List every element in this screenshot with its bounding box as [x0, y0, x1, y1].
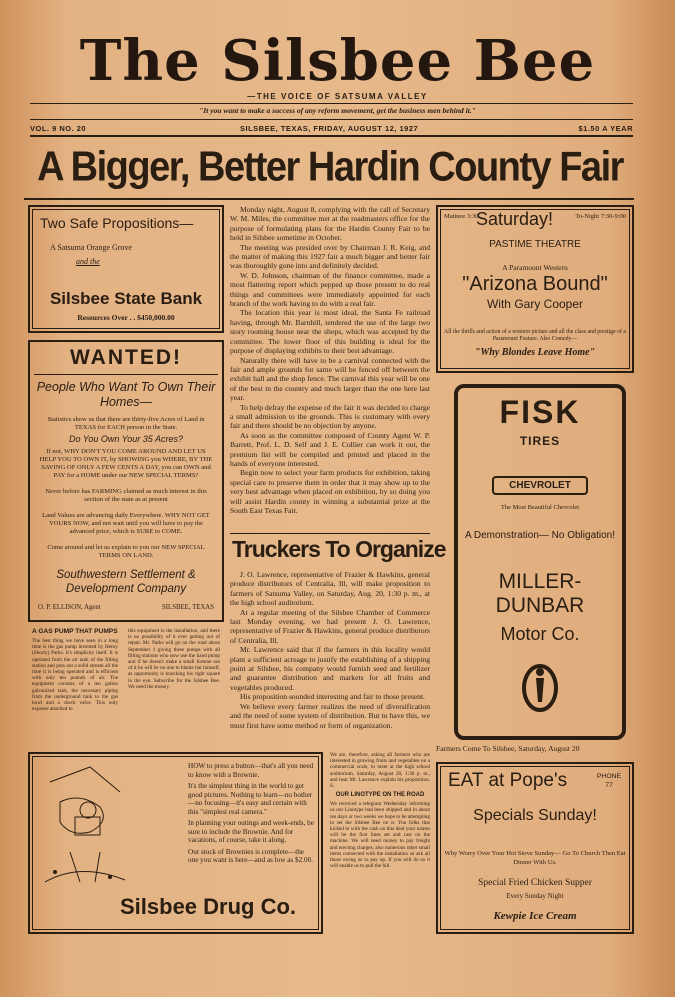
linotype-title: OUR LINOTYPE ON THE ROAD — [335, 792, 425, 799]
fisk-tires-label: TIRES — [519, 434, 561, 448]
drug-ad-text — [188, 762, 314, 865]
linotype-column — [330, 752, 430, 869]
fisk-tires-ad — [454, 384, 626, 740]
movie-star: With Gary Cooper — [486, 297, 584, 311]
drug-store-ad — [28, 752, 323, 934]
divider — [24, 198, 634, 200]
bank-ad-line: A Satsuma Orange Grove — [50, 243, 132, 252]
article-paragraph: The location this year is most ideal, the Santa Fe railroad having, through Mr. Barnhill, tendered the use of the large two story rooming house near the shops, which was accepted by the committee. The lower floor of this building is ideal for the purpose of displaying exhibits to their best advantage. — [230, 308, 430, 356]
gas-pump-text: The best thing we have seen in a long time is the gas pump invented by Henry (Shorty) Parks. It's simplicity itself. It is operated from the air tank of the filling station and puts out a solid stream all the time it is being operated and is efficient with only ten pounds of air. The equipment consists of a ten gallon galvanized tank, the necessary piping from the underground tank to the gas bowl and a check valve. This only expense attached to — [32, 638, 118, 713]
bank-ad-title: Two Safe Propositions— — [40, 215, 194, 231]
bank-resources: Resources Over . . $450,000.00 — [77, 313, 175, 322]
comedy-title: "Why Blondes Leave Home" — [474, 347, 596, 358]
issue-date: SILSBEE, TEXAS, FRIDAY, AUGUST 12, 1927 — [240, 124, 419, 133]
gas-pump-title: A GAS PUMP THAT PUMPS — [32, 628, 118, 635]
linotype-text: We received a telegram Wednesday informing us our Linotype had been shipped and in about ten days or two weeks we hope to be attempting to set the Silsbee Bee on it. You folks that kicked in with the cash on this deal your names will be the first lines set and cast on the machine. We will need money to pay freight and erecting charges, also numerous other small items connected with the installation so ask all those owing us to pay up. If you will do so it will enable us to pull the bill. — [330, 801, 430, 870]
article-paragraph: Mr. Lawrence said that if the farmers in this locality would plant a sufficient acreage to justify the establishing of a shipping point at Silsbee, his company would furnish seed and fertilizer and guarantee distribution and markets for all fruits and vegetables produced. — [230, 645, 430, 692]
article-paragraph: Begin now to select your farm products for exhibition, taking special care to preserve them in order that it may show up to the very best advantage when placed on exhibition, by so doing you will assist Hardin county in winning a substantial prize at the South East Texas Fair. — [230, 468, 430, 515]
wanted-text: Land Values are advancing daily Everywhere. WHY NOT GET YOURS NOW, and not wait until you will have to pay the advanced price, which is SURE to COME. — [42, 512, 210, 535]
article-paragraph: His proposition sounded interesting and fair to those present. — [240, 692, 425, 702]
divider — [30, 119, 633, 120]
linotype-text: We are, therefore, asking all farmers who are interested in growing fruits and vegetables on a commercial scale, to meet at the high school auditorium, Saturday, August 20, 1:30 p. m., and hear Mr. Lawrence explain his proposition. S. — [330, 752, 430, 790]
gas-pump-article — [28, 628, 224, 748]
article-paragraph: Monday night, August 8, complying with the call of Secretary W. M. Miles, the committee met at the roadmasters office for the purpose of formulating plans for the Hardin County Fair to be held in Silsbee sometime in October. — [230, 205, 430, 243]
volume-number: VOL. 9 NO. 20 — [30, 124, 87, 133]
fisk-logo: FISK — [499, 394, 581, 430]
bank-name: Silsbee State Bank — [49, 289, 203, 308]
demonstration-offer: A Demonstration— No Obligation! — [464, 530, 616, 541]
article-paragraph: J. O. Lawrence, representative of Frazier & Hawkins, general produce distributors of Centralia, Ill, will make proposition to farmers of Satsuma Valley, on Saturday, Aug. 20, 1:30 p. m., at the high school auditorium. — [230, 570, 430, 608]
article-paragraph: To help defray the expense of the fair it was decided to charge a small admission to the grounds. This is customary with every fair and there should be no objection by anyone. — [230, 402, 430, 431]
popes-tagline: Why Worry Over Your Hot Stove Sunday— Go To Church Then Eat Dinner With Us. — [444, 850, 626, 866]
theatre-day: Saturday! — [476, 209, 554, 229]
popes-ad — [436, 762, 634, 934]
article-paragraph: At a regular meeting of the Silsbee Chamber of Commerce last Monday evening, we had present J. O. Lawrence, representative of Frazier & Hawkins, general produce distributors of Centralia, Ill. — [230, 607, 430, 645]
wanted-question: Do You Own Your 35 Acres? — [69, 434, 183, 444]
theatre-subtitle: A Paramount Western — [502, 263, 568, 272]
subscription-price: $1.50 A YEAR — [578, 124, 633, 133]
popes-every-sunday: Every Sunday Night — [506, 892, 564, 900]
bank-ad-line: and the — [76, 257, 100, 266]
fair-article — [230, 205, 430, 515]
wanted-company: Southwestern Settlement & Development Company — [56, 569, 196, 595]
chevrolet-tagline: The Most Beautiful Chevrolet — [500, 504, 580, 511]
dealer-name: MILLER- DUNBAR — [495, 570, 585, 617]
tonight-time: To-Night 7:30-9:00 — [575, 213, 626, 220]
wanted-text: Come around and let us explain to you our NEW SPECIAL TERMS ON LAND. — [47, 544, 205, 559]
popes-supper: Special Fried Chicken Supper — [478, 878, 592, 888]
drug-ad-line: Our stock of Brownies is complete—the one you want is here—and as low as $2.00. — [188, 847, 313, 864]
drug-ad-line: It's the simplest thing in the world to get good pictures. Nothing to learn—no bother—no focusing—it's easy and certain with this "simplest real camera." — [188, 782, 313, 816]
popes-title: EAT at Pope's — [448, 770, 568, 791]
gas-pump-text: this equipment is the installation, and there is no possibility of it ever getting out of repair. Mr. Parks will go on the road about September 1 giving these pumps with all filling stations who now use the hand pump and if he doesn't make a small fortune out of it he will be no one to blame but himself, as opportunity is knocking his right square in the eye. Subscribe for the Silsbee Bee. We need the money. — [128, 628, 220, 690]
wanted-location: SILSBEE, TEXAS — [162, 604, 214, 611]
wanted-text: Never before has FARMING claimed as much interest in this section of the state as at present — [45, 488, 207, 503]
masthead-subtitle: —THE VOICE OF SATSUMA VALLEY — [247, 92, 428, 101]
wanted-subtitle: People Who Want To Own Their Homes— — [36, 380, 216, 409]
divider — [230, 533, 430, 534]
article-paragraph: W. D. Johnson, chairman of the finance committee, made a most flattering report which pepped up those present to do real things and committees were immediately appointed for each branch of the work having to do with a real fair. — [230, 270, 430, 309]
drug-store-name: Silsbee Drug Co. — [120, 894, 297, 919]
wanted-text: If not, WHY DON'T YOU COME AROUND AND LET US HELP YOU TO OWN IT, by SHOWING you WHERE, BY THE SAVING OF ONLY A FEW CENTS A DAY, you can OWN and PAY for a HOME under our NEW SPECIAL TERMS? — [39, 448, 213, 479]
motto: "It you want to make a success of any reform movement, get the business men behind it." — [199, 106, 476, 115]
matinee-time: Matinee 3:30 — [444, 213, 479, 220]
theatre-ad — [436, 205, 634, 373]
wanted-agent: O. P. ELLISON, Agent — [38, 604, 101, 611]
wanted-text: Statistics show us that there are thirty-five Acres of Land in TEXAS for EACH person in the State. — [47, 416, 205, 431]
drug-ad-line: HOW to press a button—that's all you need to know with a Brownie. — [188, 762, 314, 779]
truckers-article — [230, 570, 430, 730]
truckers-headline: Truckers To Organize — [232, 536, 446, 562]
dealer-suffix: Motor Co. — [500, 624, 580, 644]
bank-ad — [28, 205, 224, 333]
article-paragraph: We believe every farmer realizes the need of diversification and the need of some system of distribution. But to have this, we must first have some method or form of organization. — [230, 701, 430, 730]
divider — [34, 374, 218, 375]
main-headline: A Bigger, Better Hardin County Fair — [37, 144, 623, 191]
masthead: The Silsbee Bee — [79, 28, 596, 94]
fisk-boy-icon — [520, 658, 560, 714]
theatre-description: All the thrills and action of a western picture and all the class and prestige of a Paramount Feature. Also Comedy— — [444, 329, 626, 342]
theatre-name: PASTIME THEATRE — [489, 239, 581, 250]
article-paragraph: The meeting was presided over by Chairman J. R. Keig, and the matter of making this 1927 fair a much bigger and better fair was thoroughly gone into and definitely decided. — [230, 242, 430, 271]
photographer-illustration-icon — [40, 762, 128, 892]
kewpie-ice-cream: Kewpie Ice Cream — [493, 910, 577, 922]
article-paragraph: Naturally there will have to be a carnival connected with the fair and ample grounds for same will be fenced off between the exhibit hall and the shop fence. The carnival this year will be one of the best in the country and much larger than the one here last year. — [230, 355, 430, 403]
wanted-title: WANTED! — [70, 346, 182, 369]
drug-ad-line: In planning your outings and week-ends, be sure to include the Brownie. And for vacations, of course, take it along. — [188, 819, 314, 844]
farmers-notice: Farmers Come To Silsbee, Saturday, August 20 — [436, 744, 580, 753]
specials-title: Specials Sunday! — [473, 807, 597, 824]
movie-title: "Arizona Bound" — [462, 273, 608, 295]
chevrolet-logo: CHEVROLET — [492, 476, 588, 495]
divider — [30, 103, 633, 104]
wanted-ad — [28, 340, 224, 622]
divider — [30, 135, 633, 137]
popes-phone: PHONE 77 — [596, 773, 622, 789]
article-paragraph: As soon as the committee composed of County Agent W. P. Barrett, Prof. L. D. Self and J. E. Collier can work it out, the premium list will be compiled and printed and placed in the hands of everyone interested. — [230, 430, 430, 468]
